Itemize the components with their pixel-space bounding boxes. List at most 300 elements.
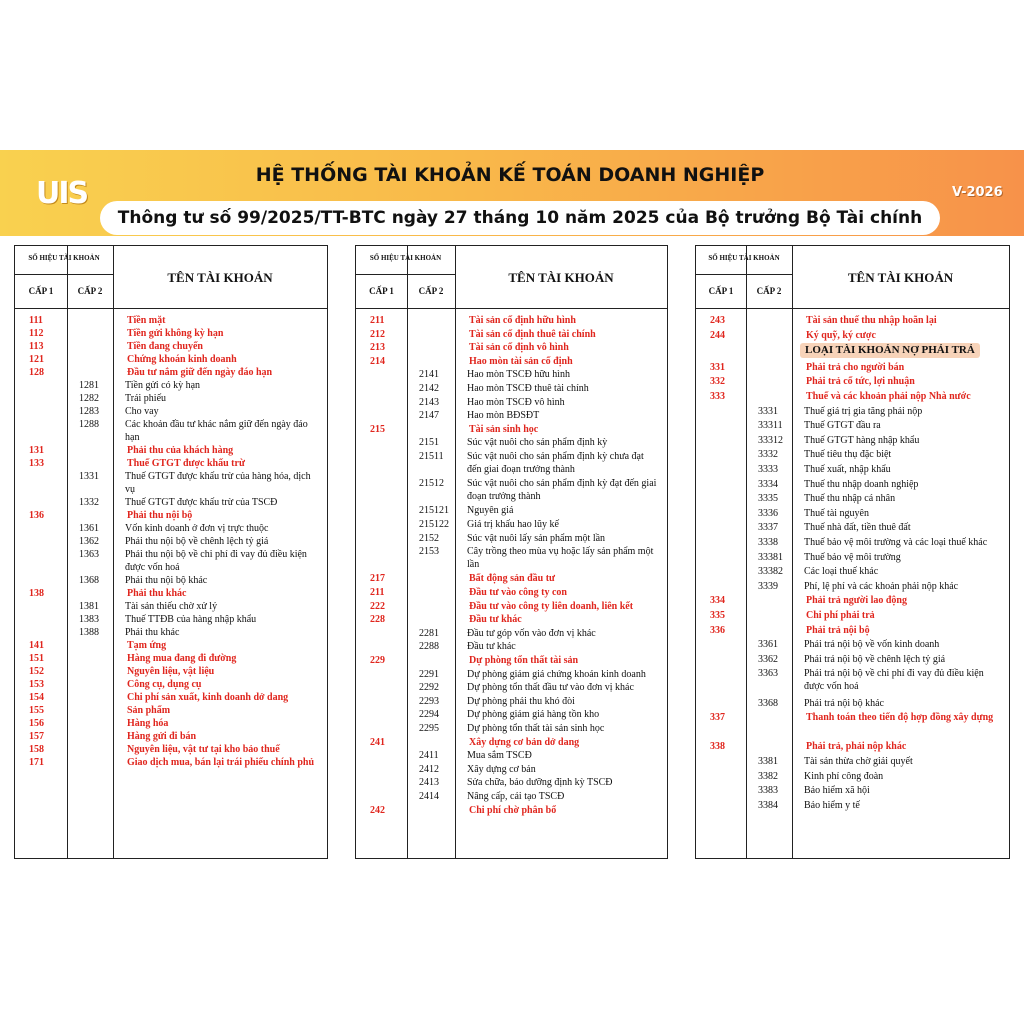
account-name: Tài sản cố định hữu hình: [469, 315, 576, 326]
cap2-header: CẤP 2: [756, 286, 782, 296]
account-level1-row: [356, 654, 667, 667]
version-badge: V-2026: [952, 185, 1003, 200]
account-name: Giao dịch mua, bán lại trái phiếu chính phủ: [127, 757, 315, 768]
cap1-code: 151: [29, 653, 44, 664]
cap2-code: 33311: [758, 420, 783, 432]
account-name: Phí, lệ phí và các khoản phải nộp khác: [804, 580, 959, 592]
account-name: Thuế xuất, nhập khẩu: [804, 464, 891, 475]
cap1-code: 113: [29, 341, 44, 352]
account-name: Hao mòn TSCĐ hữu hình: [467, 369, 571, 381]
cap2-code: 21511: [419, 451, 444, 462]
account-name: Tiền gửi có kỳ hạn: [125, 380, 201, 391]
account-name: Phải trả nội bộ về vốn kinh doanh: [804, 639, 940, 651]
account-name: Dự phòng giảm giá chứng khoán kinh doanh: [467, 668, 646, 680]
account-level1-row: [356, 572, 667, 585]
account-name: Hao mòn TSCĐ vô hình: [467, 396, 565, 408]
account-table-1: [14, 245, 328, 859]
cap2-code: 2152: [419, 532, 439, 544]
account-name: Phải thu nội bộ về chênh lệch tỷ giá: [125, 536, 269, 547]
cap1-code: 217: [370, 573, 385, 585]
account-name: Phải trả nội bộ về chênh lệch tỷ giá: [804, 653, 946, 665]
account-name: Tiền mặt: [127, 315, 166, 326]
account-name: Trái phiếu: [125, 393, 167, 404]
account-level2-row: [356, 450, 667, 475]
account-name: Xây dựng cơ bản dở dang: [469, 736, 580, 748]
page-title: HỆ THỐNG TÀI KHOẢN KẾ TOÁN DOANH NGHIỆP: [255, 164, 765, 186]
account-name: LOẠI TÀI KHOẢN NỢ PHẢI TRẢ: [800, 343, 980, 358]
account-level2-row: [15, 405, 327, 417]
cap1-code: 212: [370, 328, 385, 340]
cap2-code: 2147: [419, 410, 439, 422]
account-level2-row: [696, 405, 1009, 419]
account-level2-row: [696, 580, 1009, 594]
cap1-header: CẤP 1: [28, 286, 54, 296]
account-name: Thuế bảo vệ môi trường và các loại thuế khác: [804, 537, 988, 548]
account-level2-row: [696, 565, 1009, 579]
account-name: Tài sản cố định vô hình: [469, 342, 569, 354]
account-name: Tiền gửi không kỳ hạn: [127, 328, 224, 339]
cap1-code: 331: [710, 361, 725, 373]
account-name: Đầu tư vào công ty con: [469, 587, 567, 598]
cap2-code: 2414: [419, 791, 439, 802]
account-level2-row: [696, 697, 1009, 711]
cap1-code: 152: [29, 666, 44, 677]
cap2-code: 1362: [79, 536, 99, 547]
account-level1-row: [356, 613, 667, 626]
cap1-code: 241: [370, 736, 385, 748]
account-level2-row: [356, 532, 667, 545]
cap2-code: 3363: [758, 668, 778, 680]
account-name: Thuế thu nhập cá nhân: [804, 493, 896, 505]
cap2-code: 1331: [79, 471, 99, 482]
account-name: Ký quỹ, ký cược: [806, 329, 876, 341]
account-level1-row: [356, 314, 667, 327]
account-name: Hao mòn tài sản cố định: [469, 355, 573, 367]
uis-logo: UIS: [36, 176, 88, 211]
account-name: Hàng mua đang đi đường: [127, 653, 237, 664]
account-name: Thuế tài nguyên: [804, 507, 869, 519]
account-level1-row: [696, 594, 1009, 608]
header-divider: [696, 274, 792, 275]
account-name: Chứng khoán kinh doanh: [127, 354, 237, 365]
account-level1-row: [15, 717, 327, 729]
account-level1-row: [356, 355, 667, 368]
cap1-code: 153: [29, 679, 44, 690]
account-name: Phải trả người lao động: [806, 595, 907, 607]
cap2-code: 2412: [419, 763, 439, 775]
account-level1-row: [15, 665, 327, 677]
account-level2-row: [696, 507, 1009, 521]
account-name: Đầu tư nắm giữ đến ngày đáo hạn: [127, 367, 273, 378]
account-level2-row: [696, 536, 1009, 550]
account-level2-row: [15, 496, 327, 508]
account-name: Phải thu nội bộ về chi phí đi vay đủ điều kiện được vốn hoá: [125, 549, 307, 573]
account-name: Dự phòng tổn thất tài sản sinh học: [467, 723, 605, 734]
account-level2-row: [696, 667, 1009, 694]
account-name: Đầu tư góp vốn vào đơn vị khác: [467, 627, 596, 639]
account-name: Tài sản thừa chờ giải quyết: [804, 756, 913, 767]
account-name: Phải trả cổ tức, lợi nhuận: [806, 376, 915, 388]
cap2-code: 3339: [758, 580, 778, 592]
account-level2-row: [356, 409, 667, 422]
account-level1-row: [356, 586, 667, 599]
account-name: Hao mòn BĐSĐT: [467, 410, 540, 422]
account-level1-row: [356, 341, 667, 354]
account-level1-row: [696, 740, 1009, 754]
cap2-code: 3368: [758, 697, 778, 709]
account-level1-row: [15, 639, 327, 651]
account-name: Kinh phí công đoàn: [804, 770, 884, 782]
cap2-code: 3334: [758, 478, 778, 490]
account-name: Dự phòng tổn thất tài sản: [469, 655, 579, 666]
account-name: Nâng cấp, cải tạo TSCĐ: [467, 791, 565, 802]
cap1-code: 244: [710, 329, 725, 341]
cap1-code: 336: [710, 624, 725, 636]
cap1-code: 337: [710, 712, 725, 724]
account-level1-row: [15, 743, 327, 755]
cap2-code: 3331: [758, 405, 778, 417]
account-name: Hàng gửi đi bán: [127, 731, 197, 742]
cap1-code: 155: [29, 705, 44, 716]
account-name: Thuế thu nhập doanh nghiệp: [804, 478, 919, 490]
cap1-code: 211: [370, 315, 385, 326]
account-level2-row: [696, 448, 1009, 462]
cap2-code: 2411: [419, 750, 439, 762]
cap2-code: 33312: [758, 434, 783, 446]
cap1-code: 128: [29, 367, 44, 378]
account-level2-row: [356, 763, 667, 776]
cap2-header: CẤP 2: [77, 286, 103, 296]
account-level2-row: [356, 382, 667, 395]
account-name: Đầu tư khác: [467, 641, 516, 653]
account-level1-row: [15, 444, 327, 456]
cap2-code: 1281: [79, 380, 99, 391]
cap2-code: 21512: [419, 478, 444, 490]
account-name: Phải trả cho người bán: [806, 361, 905, 373]
account-name: Dự phòng phải thu khó đòi: [467, 695, 575, 707]
cap2-code: 2294: [419, 709, 439, 721]
account-name: Thuế GTGT đầu ra: [804, 420, 881, 432]
cap1-code: 136: [29, 510, 44, 521]
so-hieu-header: SỐ HIỆU TÀI KHOẢN: [708, 254, 780, 262]
account-level2-row: [356, 708, 667, 721]
cap2-code: 2142: [419, 383, 439, 394]
account-level2-row: [15, 470, 327, 494]
account-name: Thuế và các khoản phải nộp Nhà nước: [806, 391, 971, 402]
account-level1-row: [15, 314, 327, 326]
header-divider: [15, 274, 113, 275]
account-name: Phải thu nội bộ khác: [125, 575, 208, 586]
so-hieu-header: SỐ HIỆU TÀI KHOẢN: [28, 254, 100, 262]
cap1-code: 213: [370, 342, 385, 354]
cap2-code: 1363: [79, 549, 99, 560]
account-name: Súc vật nuôi cho sản phẩm định kỳ: [467, 437, 608, 449]
cap2-code: 3383: [758, 785, 778, 797]
cap2-code: 1368: [79, 575, 99, 586]
account-name: Thuế nhà đất, tiền thuê đất: [804, 522, 911, 534]
account-level2-row: [696, 434, 1009, 448]
cap2-code: 215121: [419, 505, 449, 517]
account-level1-row: [15, 756, 327, 780]
account-name: Thuế tiêu thụ đặc biệt: [804, 449, 892, 461]
account-level2-row: [356, 681, 667, 694]
cap1-code: 242: [370, 804, 385, 816]
account-name: Thuế bảo vệ môi trường: [804, 551, 901, 563]
account-level1-row: [696, 329, 1009, 343]
account-level1-row: [15, 327, 327, 339]
account-level2-row: [15, 600, 327, 612]
cap2-code: 3338: [758, 537, 778, 548]
cap1-code: 229: [370, 655, 385, 666]
account-level1-row: [356, 423, 667, 436]
account-level2-row: [15, 379, 327, 391]
cap2-code: 2292: [419, 682, 439, 694]
account-level2-row: [356, 545, 667, 570]
account-name: Phải thu của khách hàng: [127, 445, 234, 456]
account-name: Tài sản thuế thu nhập hoãn lại: [806, 315, 937, 326]
account-level2-row: [696, 492, 1009, 506]
ten-tai-khoan-header: TÊN TÀI KHOẢN: [167, 270, 273, 285]
account-level2-row: [696, 463, 1009, 477]
cap1-code: 171: [29, 757, 44, 768]
account-level1-row: [15, 678, 327, 690]
cap1-code: 228: [370, 614, 385, 626]
account-level2-row: [356, 627, 667, 640]
cap2-code: 3335: [758, 493, 778, 505]
cap2-code: 2143: [419, 396, 439, 408]
cap2-code: 3382: [758, 770, 778, 782]
account-name: Chi phí phải trả: [806, 610, 875, 621]
account-name: Giá trị khấu hao lũy kế: [467, 519, 559, 530]
account-level1-row: [696, 624, 1009, 638]
account-level1-row: [15, 587, 327, 599]
account-level2-row: [356, 640, 667, 653]
account-level2-row: [696, 638, 1009, 652]
account-level1-row: [356, 328, 667, 341]
account-name: Tài sản sinh học: [469, 423, 539, 435]
account-level2-row: [356, 668, 667, 681]
cap1-code: 138: [29, 588, 44, 599]
header-divider: [356, 274, 455, 275]
account-level2-row: [696, 653, 1009, 667]
account-name: Nguyên liệu, vật tư tại kho bảo thuế: [127, 744, 280, 755]
cap2-code: 1388: [79, 627, 99, 638]
account-level2-row: [356, 396, 667, 409]
account-level1-row: [696, 361, 1009, 375]
account-name: Vốn kinh doanh ở đơn vị trực thuộc: [125, 523, 269, 534]
cap1-code: 111: [29, 315, 43, 326]
account-level2-row: [356, 477, 667, 502]
ten-tai-khoan-header: TÊN TÀI KHOẢN: [508, 270, 614, 285]
account-level2-row: [696, 419, 1009, 433]
account-level1-row: [696, 314, 1009, 328]
account-name: Phải trả nội bộ khác: [804, 697, 884, 709]
account-level1-row: [15, 340, 327, 352]
account-level1-row: [356, 804, 667, 817]
account-level2-row: [356, 722, 667, 735]
cap1-code: 121: [29, 354, 44, 365]
ten-tai-khoan-header: TÊN TÀI KHOẢN: [847, 270, 954, 285]
cap1-code: 215: [370, 423, 385, 435]
account-level2-row: [696, 784, 1009, 798]
account-level2-row: [15, 548, 327, 572]
account-name: Phải thu nội bộ: [127, 510, 193, 521]
account-level1-row: [696, 711, 1009, 738]
cap1-code: 156: [29, 718, 44, 729]
account-name: Các khoản đầu tư khác nắm giữ đến ngày đáo hạn: [125, 419, 308, 443]
account-table-3: [695, 245, 1010, 859]
account-name: Nguyên giá: [467, 505, 514, 517]
cap2-code: 2153: [419, 546, 439, 558]
account-name: Thuế GTGT được khấu trừ: [127, 458, 245, 469]
account-name: Bảo hiểm xã hội: [804, 785, 870, 797]
cap2-code: 2295: [419, 723, 439, 734]
cap1-code: 222: [370, 600, 385, 612]
account-name: Thuế TTĐB của hàng nhập khẩu: [125, 614, 257, 625]
cap1-code: 243: [710, 315, 725, 326]
account-level2-row: [356, 695, 667, 708]
header-divider: [15, 308, 327, 309]
cap2-code: 3337: [758, 522, 778, 534]
account-name: Đầu tư khác: [469, 614, 522, 626]
page-subtitle: Thông tư số 99/2025/TT-BTC ngày 27 tháng 10 năm 2025 của Bộ trưởng Bộ Tài chính: [100, 201, 940, 235]
account-name: Bất động sản đầu tư: [469, 573, 556, 585]
cap1-code: 131: [29, 445, 44, 456]
account-level2-row: [356, 749, 667, 762]
cap2-code: 2413: [419, 777, 439, 789]
header-divider: [356, 308, 667, 309]
account-name: Tạm ứng: [127, 640, 167, 651]
cap2-code: 2291: [419, 668, 439, 680]
account-name: Đầu tư vào công ty liên doanh, liên kết: [469, 600, 634, 612]
account-level2-row: [696, 551, 1009, 565]
account-name: Thuế giá trị gia tăng phải nộp: [804, 405, 923, 417]
account-name: Chi phí chờ phân bổ: [469, 804, 557, 816]
account-name: Thuế GTGT hàng nhập khẩu: [804, 434, 920, 446]
cap1-code: 211: [370, 587, 385, 598]
account-name: Xây dựng cơ bản: [467, 763, 536, 775]
account-name: Phải trả, phải nộp khác: [806, 741, 907, 753]
account-level2-row: [15, 522, 327, 534]
cap2-code: 3381: [758, 756, 778, 767]
account-name: Tài sản cố định thuê tài chính: [469, 328, 596, 340]
header-divider: [696, 308, 1009, 309]
account-level1-row: [696, 390, 1009, 404]
account-name: Sửa chữa, bảo dưỡng định kỳ TSCĐ: [467, 777, 613, 789]
account-name: Thuế GTGT được khấu trừ của TSCĐ: [125, 497, 278, 508]
cap1-code: 333: [710, 391, 725, 402]
account-level2-row: [15, 418, 327, 442]
account-level2-row: [356, 518, 667, 531]
cap2-code: 3332: [758, 449, 778, 461]
so-hieu-header: SỐ HIỆU TÀI KHOẢN: [369, 254, 442, 262]
account-name: Thuế GTGT được khấu trừ của hàng hóa, dịch vụ: [125, 471, 311, 495]
account-level1-row: [15, 353, 327, 365]
cap1-code: 338: [710, 741, 725, 753]
cap2-code: 1283: [79, 406, 99, 417]
cap1-code: 334: [710, 595, 725, 607]
account-level2-row: [356, 776, 667, 789]
cap2-code: 3384: [758, 799, 778, 811]
cap2-code: 1332: [79, 497, 99, 508]
account-name: Công cụ, dụng cụ: [127, 679, 202, 690]
account-level1-row: [696, 375, 1009, 389]
account-level1-row: [15, 457, 327, 469]
account-name: Dự phòng tổn thất đầu tư vào đơn vị khác: [467, 682, 634, 694]
account-name: Thanh toán theo tiến độ hợp đồng xây dựng: [806, 712, 994, 724]
cap1-code: 141: [29, 640, 44, 651]
cap1-code: 158: [29, 744, 44, 755]
account-name: Phải thu khác: [127, 588, 187, 599]
account-level1-row: [356, 600, 667, 613]
account-level2-row: [696, 478, 1009, 492]
account-name: Súc vật nuôi cho sản phẩm định kỳ đạt đến giai đoạn trưởng thành: [467, 478, 657, 503]
account-level2-row: [15, 613, 327, 625]
account-name: Bảo hiểm y tế: [804, 799, 860, 811]
account-level2-row: [15, 626, 327, 638]
cap1-header: CẤP 1: [369, 286, 394, 296]
account-name: Phải trả nội bộ: [806, 624, 870, 636]
cap2-code: 215122: [419, 519, 449, 530]
section-heading: [696, 343, 1009, 357]
cap2-code: 1361: [79, 523, 99, 534]
cap1-code: 335: [710, 610, 725, 621]
account-name: Cây trồng theo mùa vụ hoặc lấy sản phẩm một lần: [467, 546, 654, 571]
account-name: Nguyên liệu, vật liệu: [127, 666, 215, 677]
account-name: Tiền đang chuyển: [127, 341, 203, 352]
account-level1-row: [15, 652, 327, 664]
account-level2-row: [15, 392, 327, 404]
account-name: Tài sản thiếu chờ xử lý: [125, 601, 218, 612]
cap2-code: 2151: [419, 437, 439, 449]
account-name: Mua sắm TSCĐ: [467, 750, 532, 762]
cap1-code: 332: [710, 376, 725, 388]
account-level2-row: [696, 770, 1009, 784]
cap2-code: 3361: [758, 639, 778, 651]
cap1-code: 214: [370, 355, 385, 367]
cap2-code: 2281: [419, 627, 439, 639]
cap2-header: CẤP 2: [418, 286, 444, 296]
account-level1-row: [15, 730, 327, 742]
cap2-code: 2141: [419, 369, 439, 381]
account-level2-row: [356, 436, 667, 449]
account-name: Súc vật nuôi cho sản phẩm định kỳ chưa đạt đến giai đoạn trưởng thành: [467, 451, 644, 475]
cap2-code: 33381: [758, 551, 783, 563]
cap2-code: 1383: [79, 614, 99, 625]
cap2-code: 3336: [758, 507, 778, 519]
cap2-code: 3333: [758, 464, 778, 475]
cap2-code: 2293: [419, 695, 439, 707]
account-name: Dự phòng giảm giá hàng tồn kho: [467, 709, 600, 721]
account-name: Súc vật nuôi lấy sản phẩm một lần: [467, 532, 606, 544]
cap1-code: 133: [29, 458, 44, 469]
cap2-code: 1288: [79, 419, 99, 430]
account-name: Sản phẩm: [127, 705, 171, 716]
account-table-2: [355, 245, 668, 859]
cap1-header: CẤP 1: [708, 286, 734, 296]
account-name: Hao mòn TSCĐ thuê tài chính: [467, 383, 589, 394]
account-name: Chi phí sản xuất, kinh doanh dở dang: [127, 692, 289, 703]
account-name: Các loại thuế khác: [804, 566, 879, 578]
account-level1-row: [15, 509, 327, 521]
cap2-code: 1282: [79, 393, 99, 404]
cap2-code: 3362: [758, 653, 778, 665]
account-level1-row: [356, 736, 667, 749]
account-level1-row: [696, 609, 1009, 623]
account-level2-row: [696, 521, 1009, 535]
account-level2-row: [356, 368, 667, 381]
account-level1-row: [15, 366, 327, 378]
